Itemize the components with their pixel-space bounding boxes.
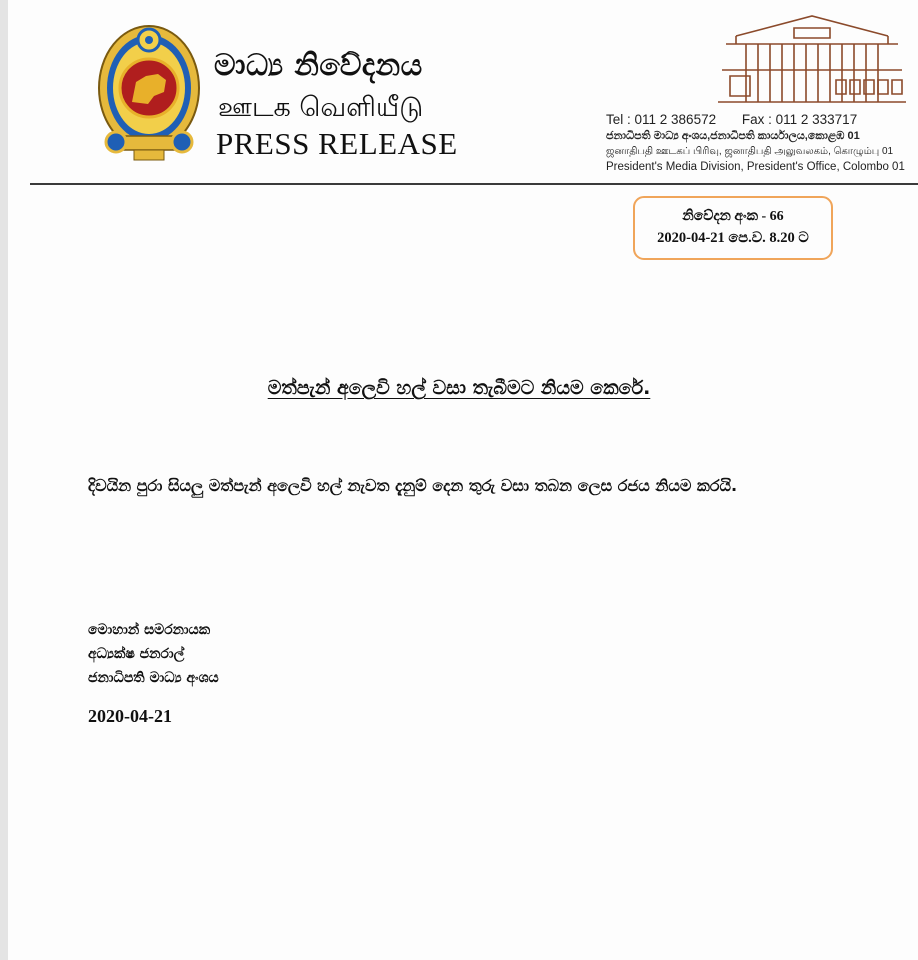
address-sinhala: ජනාධිපති මාධ්‍ය අංශය,ජනාධිපති කාර්යාලය,කොළඹ 01 <box>606 130 860 142</box>
scan-edge <box>0 0 8 960</box>
signature-date: 2020-04-21 <box>88 706 172 726</box>
release-title: මත්පැන් අලෙවි හල් වසා තැබීමට නියම කෙරේ. <box>267 377 651 399</box>
release-number-box <box>633 196 833 260</box>
presidential-secretariat-building-icon <box>716 10 908 108</box>
sri-lanka-emblem-icon <box>96 18 202 166</box>
title-tamil: ஊடக வெளியீடு <box>218 92 424 123</box>
header-divider <box>30 183 918 185</box>
signatory-position: අධ්‍යක්ෂ ජනරාල් <box>88 646 185 662</box>
title-english: PRESS RELEASE <box>216 126 458 161</box>
title-sinhala: මාධ්‍ය නිවේදනය <box>214 48 423 83</box>
fax-number: Fax : 011 2 333717 <box>741 112 858 127</box>
release-datetime: 2020-04-21 පෙ.ව. 8.20 ට <box>657 230 809 246</box>
signature-block <box>88 618 219 690</box>
release-number: නිවේදන අංක - 66 <box>682 209 784 224</box>
address-tamil: ஜனாதிபதி ஊடகப் பிரிவு, ஜனாதிபதி அலுவலகம், கொழும்பு 01 <box>606 146 894 157</box>
release-paragraph: දිවයින පුරා සියලු මත්පැන් අලෙවි හල් නැවත දැනුම් දෙන තුරු වසා තබන ලෙස රජය නියම කරයි. <box>88 476 738 495</box>
address-english: President's Media Division, President's Office, Colombo 01 <box>606 161 905 173</box>
signatory-office: ජනාධිපති මාධ්‍ය අංශය <box>88 670 219 686</box>
signatory-name: මොහාන් සමරනායක <box>88 622 211 638</box>
contact-block <box>606 112 912 173</box>
telephone-number: Tel : 011 2 386572 <box>606 112 717 127</box>
release-title-wrap <box>0 377 918 399</box>
